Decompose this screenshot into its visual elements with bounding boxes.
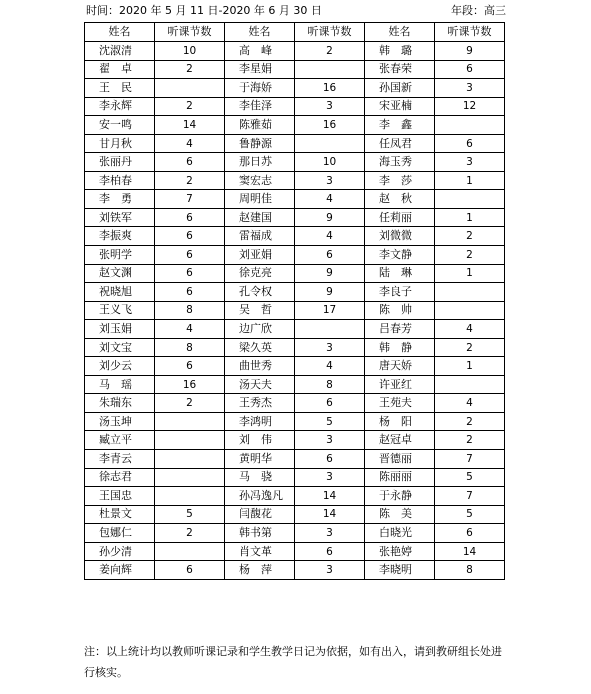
teacher-name-cell: 周明佳 — [225, 190, 295, 209]
teacher-name-cell: 于海娇 — [225, 79, 295, 98]
teacher-name-cell: 杨 阳 — [365, 412, 435, 431]
lesson-count-cell: 4 — [295, 357, 365, 376]
lesson-count-cell — [295, 134, 365, 153]
lesson-count-cell: 12 — [435, 97, 505, 116]
table-row — [85, 264, 505, 283]
teacher-name-cell: 赵 秋 — [365, 190, 435, 209]
teacher-name-cell: 雷福成 — [225, 227, 295, 246]
table-row — [85, 134, 505, 153]
table-row — [85, 542, 505, 561]
teacher-name-cell: 韩 静 — [365, 338, 435, 357]
lesson-count-cell: 2 — [155, 60, 225, 79]
table-row — [85, 320, 505, 339]
lesson-count-cell: 6 — [155, 227, 225, 246]
teacher-name-cell: 杜景文 — [85, 505, 155, 524]
teacher-name-cell: 刘微微 — [365, 227, 435, 246]
table-row — [85, 116, 505, 135]
teacher-name-cell: 王 民 — [85, 79, 155, 98]
lesson-count-cell: 9 — [435, 42, 505, 61]
teacher-name-cell: 许亚红 — [365, 375, 435, 394]
lesson-count-cell — [155, 412, 225, 431]
lesson-count-cell: 1 — [435, 264, 505, 283]
lesson-count-cell: 5 — [155, 505, 225, 524]
teacher-name-cell: 李文静 — [365, 246, 435, 265]
teacher-name-cell: 陈丽丽 — [365, 468, 435, 487]
lesson-count-cell: 2 — [435, 431, 505, 450]
lesson-count-cell: 3 — [295, 561, 365, 580]
lesson-count-cell: 4 — [295, 227, 365, 246]
lesson-count-cell: 3 — [295, 431, 365, 450]
teacher-name-cell: 梁久英 — [225, 338, 295, 357]
teacher-name-cell: 臧立平 — [85, 431, 155, 450]
lesson-count-cell: 6 — [155, 208, 225, 227]
lesson-count-cell: 14 — [295, 505, 365, 524]
table-row — [85, 97, 505, 116]
teacher-name-cell: 刘玉娟 — [85, 320, 155, 339]
lesson-count-cell: 2 — [435, 412, 505, 431]
teacher-name-cell: 李良子 — [365, 283, 435, 302]
teacher-name-cell: 鲁静源 — [225, 134, 295, 153]
column-header-count: 听课节数 — [435, 23, 505, 42]
grade-label: 年段：高三 — [451, 4, 506, 17]
lesson-count-cell: 14 — [155, 116, 225, 135]
teacher-name-cell: 陆 琳 — [365, 264, 435, 283]
column-header-name: 姓名 — [225, 23, 295, 42]
table-row — [85, 561, 505, 580]
teacher-name-cell: 于永静 — [365, 487, 435, 506]
lesson-count-cell: 1 — [435, 171, 505, 190]
lesson-count-cell: 4 — [435, 394, 505, 413]
lesson-count-cell: 10 — [155, 42, 225, 61]
table-row — [85, 357, 505, 376]
lesson-count-cell: 2 — [155, 394, 225, 413]
teacher-name-cell: 吴 哲 — [225, 301, 295, 320]
table-row — [85, 153, 505, 172]
teacher-name-cell: 闫馥花 — [225, 505, 295, 524]
lesson-count-cell: 5 — [435, 505, 505, 524]
footnote: 注：以上统计均以教师听课记录和学生教学日记为依据，如有出入，请到教研组长处进行核实。 — [84, 645, 502, 679]
lesson-count-cell: 3 — [295, 524, 365, 543]
teacher-name-cell: 韩 璐 — [365, 42, 435, 61]
table-row — [85, 412, 505, 431]
lesson-count-cell: 7 — [435, 487, 505, 506]
lesson-count-cell: 1 — [435, 357, 505, 376]
lesson-count-cell: 6 — [295, 542, 365, 561]
teacher-name-cell: 曲世秀 — [225, 357, 295, 376]
table-row — [85, 227, 505, 246]
teacher-name-cell: 任莉丽 — [365, 208, 435, 227]
lesson-count-cell — [295, 320, 365, 339]
lesson-count-cell: 16 — [295, 116, 365, 135]
lesson-count-cell: 14 — [435, 542, 505, 561]
teacher-name-cell: 陈 美 — [365, 505, 435, 524]
lesson-count-cell — [435, 283, 505, 302]
lesson-count-cell: 14 — [295, 487, 365, 506]
teacher-name-cell: 刘亚娟 — [225, 246, 295, 265]
teacher-name-cell: 吕春芳 — [365, 320, 435, 339]
teacher-name-cell: 肖文革 — [225, 542, 295, 561]
column-header-count: 听课节数 — [155, 23, 225, 42]
lesson-count-cell: 6 — [155, 264, 225, 283]
table-row — [85, 487, 505, 506]
teacher-name-cell: 海玉秀 — [365, 153, 435, 172]
teacher-name-cell: 孙少清 — [85, 542, 155, 561]
teacher-name-cell: 张明学 — [85, 246, 155, 265]
teacher-name-cell: 翟 卓 — [85, 60, 155, 79]
teacher-name-cell: 刘文宝 — [85, 338, 155, 357]
lesson-count-cell — [435, 375, 505, 394]
lesson-count-cell — [155, 468, 225, 487]
teacher-name-cell: 李 勇 — [85, 190, 155, 209]
lesson-count-cell: 3 — [295, 97, 365, 116]
lesson-count-cell: 4 — [295, 190, 365, 209]
teacher-name-cell: 祝晓旭 — [85, 283, 155, 302]
lesson-count-cell: 16 — [295, 79, 365, 98]
teacher-name-cell: 甘月秋 — [85, 134, 155, 153]
table-row — [85, 468, 505, 487]
teacher-name-cell: 张春荣 — [365, 60, 435, 79]
teacher-name-cell: 黄明华 — [225, 450, 295, 469]
teacher-name-cell: 马 骁 — [225, 468, 295, 487]
teacher-name-cell: 边广欣 — [225, 320, 295, 339]
table-row — [85, 524, 505, 543]
teacher-name-cell: 安一鸣 — [85, 116, 155, 135]
teacher-name-cell: 唐天娇 — [365, 357, 435, 376]
table-row — [85, 505, 505, 524]
lesson-count-cell: 8 — [155, 338, 225, 357]
teacher-name-cell: 姜向辉 — [85, 561, 155, 580]
lesson-count-cell: 3 — [435, 153, 505, 172]
lesson-count-cell: 3 — [295, 171, 365, 190]
lesson-count-cell: 6 — [435, 524, 505, 543]
lesson-count-cell: 6 — [155, 153, 225, 172]
teacher-name-cell: 那日苏 — [225, 153, 295, 172]
lesson-count-cell: 6 — [295, 450, 365, 469]
table-row — [85, 431, 505, 450]
teacher-name-cell: 朱瑞东 — [85, 394, 155, 413]
lesson-count-cell: 6 — [435, 134, 505, 153]
lesson-count-cell — [155, 450, 225, 469]
lesson-count-cell: 17 — [295, 301, 365, 320]
lesson-count-cell: 5 — [435, 468, 505, 487]
teacher-name-cell: 李柏春 — [85, 171, 155, 190]
lesson-count-cell: 3 — [435, 79, 505, 98]
table-row — [85, 42, 505, 61]
teacher-name-cell: 刘铁军 — [85, 208, 155, 227]
column-header-count: 听课节数 — [295, 23, 365, 42]
lesson-count-cell: 2 — [435, 227, 505, 246]
lesson-count-cell: 6 — [155, 561, 225, 580]
lesson-count-cell — [435, 190, 505, 209]
lesson-count-cell: 6 — [295, 246, 365, 265]
lesson-count-cell — [295, 60, 365, 79]
lesson-count-cell — [435, 116, 505, 135]
teacher-name-cell: 孔令权 — [225, 283, 295, 302]
report-header — [84, 0, 504, 24]
lesson-count-cell: 8 — [295, 375, 365, 394]
teacher-name-cell: 杨 萍 — [225, 561, 295, 580]
teacher-name-cell: 李佳泽 — [225, 97, 295, 116]
table-row — [85, 394, 505, 413]
lesson-count-cell: 6 — [155, 283, 225, 302]
table-row — [85, 171, 505, 190]
teacher-name-cell: 马 瑶 — [85, 375, 155, 394]
lesson-count-cell: 7 — [435, 450, 505, 469]
lesson-count-cell — [155, 431, 225, 450]
lesson-count-cell: 10 — [295, 153, 365, 172]
teacher-name-cell: 王苑夫 — [365, 394, 435, 413]
table-header-row — [85, 23, 505, 42]
teacher-name-cell: 王秀杰 — [225, 394, 295, 413]
table-row — [85, 450, 505, 469]
time-range: 时间：2020 年 5 月 11 日-2020 年 6 月 30 日 — [86, 4, 322, 17]
teacher-name-cell: 宋亚楠 — [365, 97, 435, 116]
lesson-count-cell: 3 — [295, 468, 365, 487]
table-row — [85, 283, 505, 302]
teacher-name-cell: 高 峰 — [225, 42, 295, 61]
lesson-count-cell: 2 — [155, 97, 225, 116]
lesson-count-cell: 7 — [155, 190, 225, 209]
teacher-name-cell: 包娜仁 — [85, 524, 155, 543]
lesson-count-cell — [155, 487, 225, 506]
lesson-count-cell: 6 — [155, 357, 225, 376]
column-header-name: 姓名 — [365, 23, 435, 42]
teacher-name-cell: 李永辉 — [85, 97, 155, 116]
lesson-count-cell: 2 — [295, 42, 365, 61]
teacher-name-cell: 李青云 — [85, 450, 155, 469]
table-row — [85, 301, 505, 320]
teacher-name-cell: 孙冯逸凡 — [225, 487, 295, 506]
lesson-count-cell: 6 — [435, 60, 505, 79]
teacher-name-cell: 李鸿明 — [225, 412, 295, 431]
teacher-name-cell: 陈雅茹 — [225, 116, 295, 135]
teacher-name-cell: 白晓光 — [365, 524, 435, 543]
attendance-table — [84, 22, 505, 580]
teacher-name-cell: 李星娟 — [225, 60, 295, 79]
lesson-count-cell — [155, 542, 225, 561]
teacher-name-cell: 汤玉坤 — [85, 412, 155, 431]
lesson-count-cell: 4 — [155, 134, 225, 153]
lesson-count-cell: 9 — [295, 283, 365, 302]
teacher-name-cell: 李晓明 — [365, 561, 435, 580]
column-header-name: 姓名 — [85, 23, 155, 42]
lesson-count-cell: 2 — [435, 338, 505, 357]
teacher-name-cell: 晋德丽 — [365, 450, 435, 469]
teacher-name-cell: 李 莎 — [365, 171, 435, 190]
teacher-name-cell: 任凤君 — [365, 134, 435, 153]
table-row — [85, 190, 505, 209]
teacher-name-cell: 汤天夫 — [225, 375, 295, 394]
lesson-count-cell: 4 — [155, 320, 225, 339]
teacher-name-cell: 窦宏志 — [225, 171, 295, 190]
lesson-count-cell: 3 — [295, 338, 365, 357]
lesson-count-cell: 5 — [295, 412, 365, 431]
teacher-name-cell: 徐克亮 — [225, 264, 295, 283]
teacher-name-cell: 刘少云 — [85, 357, 155, 376]
lesson-count-cell: 16 — [155, 375, 225, 394]
table-row — [85, 246, 505, 265]
lesson-count-cell: 8 — [435, 561, 505, 580]
teacher-name-cell: 徐志君 — [85, 468, 155, 487]
lesson-count-cell: 2 — [155, 524, 225, 543]
teacher-name-cell: 李振爽 — [85, 227, 155, 246]
table-row — [85, 60, 505, 79]
lesson-count-cell: 9 — [295, 264, 365, 283]
lesson-count-cell: 4 — [435, 320, 505, 339]
table-body — [85, 42, 505, 580]
lesson-count-cell: 8 — [155, 301, 225, 320]
teacher-name-cell: 王国忠 — [85, 487, 155, 506]
lesson-count-cell — [155, 79, 225, 98]
teacher-name-cell: 李 鑫 — [365, 116, 435, 135]
teacher-name-cell: 赵冠卓 — [365, 431, 435, 450]
table-row — [85, 208, 505, 227]
teacher-name-cell: 刘 伟 — [225, 431, 295, 450]
teacher-name-cell: 陈 帅 — [365, 301, 435, 320]
teacher-name-cell: 张艳婷 — [365, 542, 435, 561]
teacher-name-cell: 沈淑清 — [85, 42, 155, 61]
lesson-count-cell: 1 — [435, 208, 505, 227]
teacher-name-cell: 韩书第 — [225, 524, 295, 543]
table-row — [85, 375, 505, 394]
lesson-count-cell: 9 — [295, 208, 365, 227]
teacher-name-cell: 赵文渊 — [85, 264, 155, 283]
lesson-count-cell: 6 — [295, 394, 365, 413]
lesson-count-cell — [435, 301, 505, 320]
lesson-count-cell: 6 — [155, 246, 225, 265]
teacher-name-cell: 王义飞 — [85, 301, 155, 320]
lesson-count-cell: 2 — [155, 171, 225, 190]
teacher-name-cell: 赵建国 — [225, 208, 295, 227]
table-row — [85, 338, 505, 357]
teacher-name-cell: 孙国新 — [365, 79, 435, 98]
lesson-count-cell: 2 — [435, 246, 505, 265]
teacher-name-cell: 张丽丹 — [85, 153, 155, 172]
table-row — [85, 79, 505, 98]
